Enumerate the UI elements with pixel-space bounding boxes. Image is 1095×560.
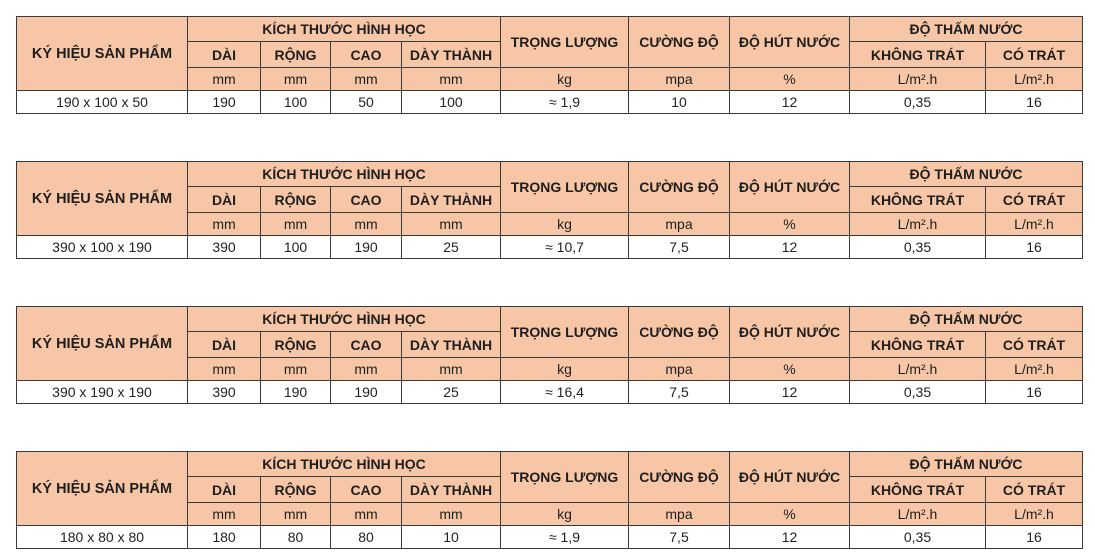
- unit-wall: mm: [402, 503, 501, 526]
- unit-strength: mpa: [629, 358, 730, 381]
- cell-strength: 7,5: [629, 381, 730, 404]
- header-width: RỘNG: [261, 42, 331, 68]
- header-geometry: KÍCH THƯỚC HÌNH HỌC: [188, 17, 501, 42]
- header-absorption: ĐỘ HÚT NƯỚC: [730, 307, 850, 358]
- header-permeability: ĐỘ THẤM NƯỚC: [850, 307, 1083, 332]
- cell-width: 100: [261, 236, 331, 259]
- header-permeability: ĐỘ THẤM NƯỚC: [850, 452, 1083, 477]
- cell-product-code: 390 x 190 x 190: [17, 381, 188, 404]
- header-unplastered: KHÔNG TRÁT: [850, 42, 986, 68]
- header-product-code: KÝ HIỆU SẢN PHẨM: [17, 307, 188, 381]
- header-strength: CƯỜNG ĐỘ: [629, 452, 730, 503]
- table-row: [17, 236, 1083, 259]
- header-unplastered: KHÔNG TRÁT: [850, 477, 986, 503]
- table-row: [17, 381, 1083, 404]
- header-strength: CƯỜNG ĐỘ: [629, 307, 730, 358]
- header-length: DÀI: [188, 42, 261, 68]
- cell-weight: ≈ 1,9: [501, 526, 629, 549]
- cell-plastered: 16: [986, 381, 1083, 404]
- cell-weight: ≈ 1,9: [501, 91, 629, 114]
- unit-wall: mm: [402, 68, 501, 91]
- header-height: CAO: [331, 42, 402, 68]
- header-absorption: ĐỘ HÚT NƯỚC: [730, 162, 850, 213]
- header-weight: TRỌNG LƯỢNG: [501, 162, 629, 213]
- cell-plastered: 16: [986, 236, 1083, 259]
- header-width: RỘNG: [261, 332, 331, 358]
- cell-absorption: 12: [730, 91, 850, 114]
- cell-unplastered: 0,35: [850, 381, 986, 404]
- unit-absorption: %: [730, 503, 850, 526]
- unit-width: mm: [261, 503, 331, 526]
- header-height: CAO: [331, 187, 402, 213]
- unit-plastered: L/m².h: [986, 503, 1083, 526]
- cell-width: 80: [261, 526, 331, 549]
- unit-height: mm: [331, 213, 402, 236]
- unit-plastered: L/m².h: [986, 213, 1083, 236]
- header-weight: TRỌNG LƯỢNG: [501, 452, 629, 503]
- header-height: CAO: [331, 332, 402, 358]
- cell-wall: 100: [402, 91, 501, 114]
- header-weight: TRỌNG LƯỢNG: [501, 307, 629, 358]
- unit-strength: mpa: [629, 213, 730, 236]
- header-length: DÀI: [188, 187, 261, 213]
- cell-height: 50: [331, 91, 402, 114]
- header-plastered: CÓ TRÁT: [986, 187, 1083, 213]
- spec-table-3: [16, 306, 1083, 404]
- header-wall: DÀY THÀNH: [402, 477, 501, 503]
- header-strength: CƯỜNG ĐỘ: [629, 17, 730, 68]
- unit-width: mm: [261, 358, 331, 381]
- header-wall: DÀY THÀNH: [402, 332, 501, 358]
- cell-height: 190: [331, 381, 402, 404]
- unit-height: mm: [331, 358, 402, 381]
- cell-wall: 25: [402, 236, 501, 259]
- unit-plastered: L/m².h: [986, 68, 1083, 91]
- cell-width: 100: [261, 91, 331, 114]
- header-weight: TRỌNG LƯỢNG: [501, 17, 629, 68]
- header-geometry: KÍCH THƯỚC HÌNH HỌC: [188, 307, 501, 332]
- cell-length: 180: [188, 526, 261, 549]
- header-length: DÀI: [188, 477, 261, 503]
- cell-absorption: 12: [730, 381, 850, 404]
- cell-unplastered: 0,35: [850, 236, 986, 259]
- cell-wall: 10: [402, 526, 501, 549]
- unit-length: mm: [188, 358, 261, 381]
- unit-wall: mm: [402, 358, 501, 381]
- unit-strength: mpa: [629, 68, 730, 91]
- cell-strength: 10: [629, 91, 730, 114]
- cell-weight: ≈ 10,7: [501, 236, 629, 259]
- unit-length: mm: [188, 213, 261, 236]
- cell-length: 190: [188, 91, 261, 114]
- unit-weight: kg: [501, 503, 629, 526]
- cell-width: 190: [261, 381, 331, 404]
- cell-unplastered: 0,35: [850, 91, 986, 114]
- header-permeability: ĐỘ THẤM NƯỚC: [850, 162, 1083, 187]
- cell-height: 80: [331, 526, 402, 549]
- unit-length: mm: [188, 68, 261, 91]
- cell-weight: ≈ 16,4: [501, 381, 629, 404]
- unit-unplastered: L/m².h: [850, 68, 986, 91]
- header-product-code: KÝ HIỆU SẢN PHẨM: [17, 452, 188, 526]
- unit-height: mm: [331, 503, 402, 526]
- cell-absorption: 12: [730, 526, 850, 549]
- cell-product-code: 180 x 80 x 80: [17, 526, 188, 549]
- spec-table-1: [16, 16, 1083, 114]
- cell-length: 390: [188, 381, 261, 404]
- header-width: RỘNG: [261, 187, 331, 213]
- unit-width: mm: [261, 213, 331, 236]
- header-product-code: KÝ HIỆU SẢN PHẨM: [17, 162, 188, 236]
- unit-weight: kg: [501, 68, 629, 91]
- unit-strength: mpa: [629, 503, 730, 526]
- header-plastered: CÓ TRÁT: [986, 477, 1083, 503]
- unit-unplastered: L/m².h: [850, 358, 986, 381]
- header-geometry: KÍCH THƯỚC HÌNH HỌC: [188, 452, 501, 477]
- table-row: [17, 526, 1083, 549]
- header-wall: DÀY THÀNH: [402, 42, 501, 68]
- header-permeability: ĐỘ THẤM NƯỚC: [850, 17, 1083, 42]
- cell-wall: 25: [402, 381, 501, 404]
- header-width: RỘNG: [261, 477, 331, 503]
- unit-width: mm: [261, 68, 331, 91]
- header-absorption: ĐỘ HÚT NƯỚC: [730, 17, 850, 68]
- cell-plastered: 16: [986, 526, 1083, 549]
- header-plastered: CÓ TRÁT: [986, 42, 1083, 68]
- header-height: CAO: [331, 477, 402, 503]
- header-unplastered: KHÔNG TRÁT: [850, 332, 986, 358]
- unit-weight: kg: [501, 358, 629, 381]
- cell-length: 390: [188, 236, 261, 259]
- unit-height: mm: [331, 68, 402, 91]
- unit-wall: mm: [402, 213, 501, 236]
- cell-product-code: 190 x 100 x 50: [17, 91, 188, 114]
- spec-table-4: [16, 451, 1083, 549]
- cell-product-code: 390 x 100 x 190: [17, 236, 188, 259]
- header-strength: CƯỜNG ĐỘ: [629, 162, 730, 213]
- header-geometry: KÍCH THƯỚC HÌNH HỌC: [188, 162, 501, 187]
- unit-weight: kg: [501, 213, 629, 236]
- unit-absorption: %: [730, 213, 850, 236]
- unit-plastered: L/m².h: [986, 358, 1083, 381]
- unit-absorption: %: [730, 68, 850, 91]
- spec-table-2: [16, 161, 1083, 259]
- cell-height: 190: [331, 236, 402, 259]
- unit-length: mm: [188, 503, 261, 526]
- header-wall: DÀY THÀNH: [402, 187, 501, 213]
- header-length: DÀI: [188, 332, 261, 358]
- cell-strength: 7,5: [629, 236, 730, 259]
- cell-unplastered: 0,35: [850, 526, 986, 549]
- table-row: [17, 91, 1083, 114]
- cell-strength: 7,5: [629, 526, 730, 549]
- unit-unplastered: L/m².h: [850, 503, 986, 526]
- header-unplastered: KHÔNG TRÁT: [850, 187, 986, 213]
- header-product-code: KÝ HIỆU SẢN PHẨM: [17, 17, 188, 91]
- header-absorption: ĐỘ HÚT NƯỚC: [730, 452, 850, 503]
- cell-plastered: 16: [986, 91, 1083, 114]
- unit-absorption: %: [730, 358, 850, 381]
- header-plastered: CÓ TRÁT: [986, 332, 1083, 358]
- cell-absorption: 12: [730, 236, 850, 259]
- unit-unplastered: L/m².h: [850, 213, 986, 236]
